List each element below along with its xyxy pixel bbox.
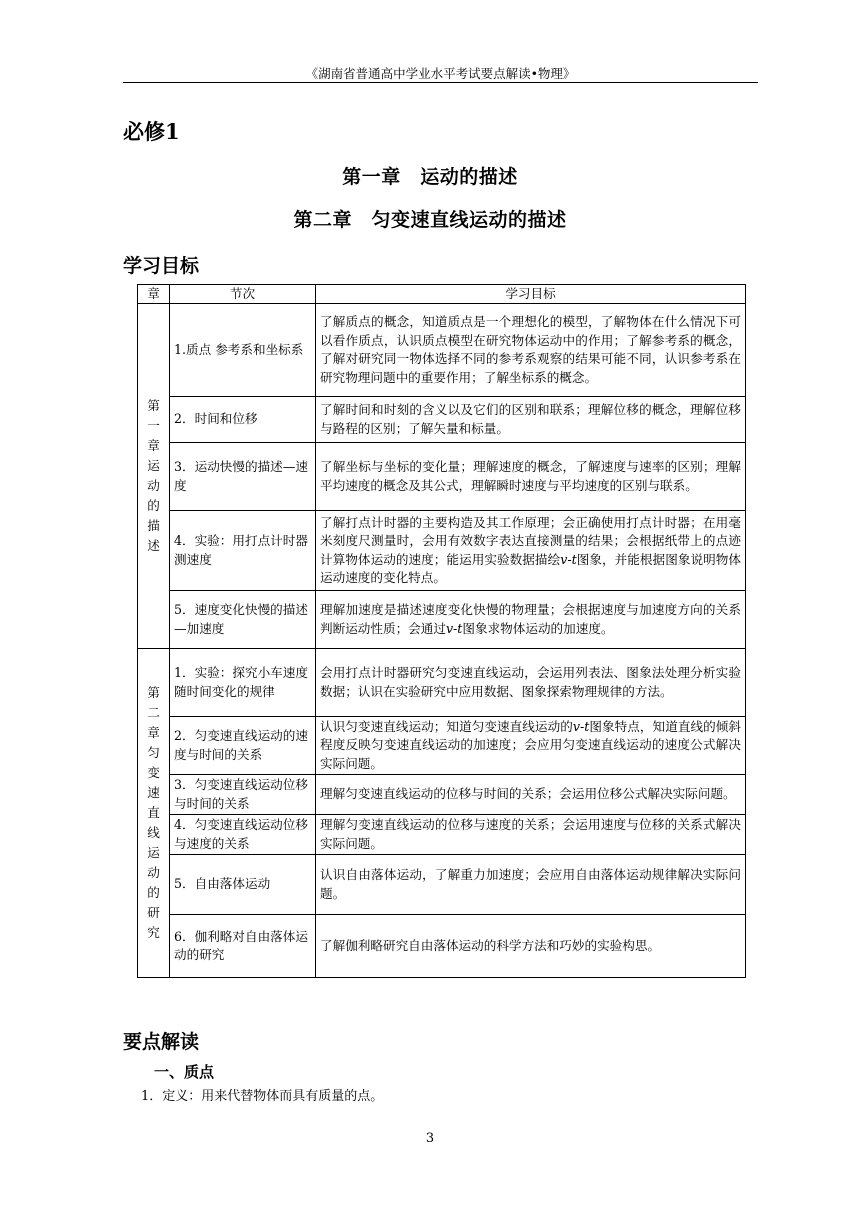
table-row	[138, 815, 746, 855]
goal-cell	[316, 717, 746, 775]
goal-cell: 理解匀变速直线运动的位移与时间的关系；会运用位移公式解决实际问题。	[316, 775, 746, 815]
vt-symbol: v-t	[560, 551, 577, 567]
table-row	[138, 717, 746, 775]
chapter-title-2: 第二章 匀变速直线运动的描述	[293, 209, 567, 231]
section-cell: 5．速度变化快慢的描述—加速度	[170, 591, 316, 649]
goal-text: 了解打点计时器的主要构造及其工作原理；会正确使用打点计时器；在用毫米刻度尺测量时，会用有效数字表达直接测量的结果；会根据纸带上的点迹计算物体运动的速度；能运用实验数据描绘	[320, 514, 741, 567]
table-row	[138, 511, 746, 591]
goals-heading: 学习目标	[123, 255, 200, 277]
goal-cell: 了解伽利略研究自由落体运动的科学方法和巧妙的实验构思。	[316, 915, 746, 978]
goal-text: 图象求物体运动的加速度。	[462, 620, 614, 636]
section-cell: 6．伽利略对自由落体运动的研究	[170, 915, 316, 978]
vt-symbol: v-t	[572, 718, 590, 734]
chapter-cell	[138, 649, 170, 978]
section-cell: 2．时间和位移	[170, 397, 316, 443]
goal-cell: 了解时间和时刻的含义以及它们的区别和联系；理解位移的概念，理解位移与路程的区别；了解矢量和标量。	[316, 397, 746, 443]
table-header-row	[138, 285, 746, 304]
section-cell: 3．匀变速直线运动位移与时间的关系	[170, 775, 316, 815]
subheading-particle: 一、质点	[154, 1063, 215, 1081]
goal-text: 认识匀变速直线运动；知道匀变速直线运动的	[320, 718, 573, 734]
header-cell-section: 节次	[170, 285, 316, 304]
section-cell: 4．匀变速直线运动位移与速度的关系	[170, 815, 316, 855]
key-points-heading: 要点解读	[123, 1031, 200, 1053]
section-cell: 1.质点 参考系和坐标系	[170, 304, 316, 397]
table-row	[138, 397, 746, 443]
table-row	[138, 591, 746, 649]
goal-cell: 了解质点的概念，知道质点是一个理想化的模型，了解物体在什么情况下可以看作质点，认识质点模型在研究物体运动中的作用；了解参考系的概念，了解对研究同一物体选择不同的参考系观察的结果可能不同，认识参考系在研究物理问题中的重要作用；了解坐标系的概念。	[316, 304, 746, 397]
header-cell-goal: 学习目标	[316, 285, 746, 304]
goal-cell	[316, 591, 746, 649]
goal-cell: 了解坐标与坐标的变化量；理解速度的概念，了解速度与速率的区别；理解平均速度的概念及其公式，理解瞬时速度与平均速度的区别与联系。	[316, 443, 746, 511]
header-rule	[123, 82, 758, 83]
chapter-label: 第一章运动的描述	[147, 398, 160, 553]
goal-cell: 会用打点计时器研究匀变速直线运动，会运用列表法、图象法处理分析实验数据；认识在实验研究中应用数据、图象探索物理规律的方法。	[316, 649, 746, 717]
section-cell: 3．运动快慢的描述—速度	[170, 443, 316, 511]
chapter-title-1: 第一章 运动的描述	[342, 166, 518, 188]
table-row	[138, 304, 746, 397]
vt-symbol: v-t	[445, 620, 463, 636]
goal-cell: 认识自由落体运动，了解重力加速度；会应用自由落体运动规律解决实际问题。	[316, 855, 746, 915]
chapter-cell	[138, 304, 170, 649]
table-row	[138, 855, 746, 915]
header-cell-chapter: 章	[138, 285, 170, 304]
table-row	[138, 649, 746, 717]
section-cell: 5．自由落体运动	[170, 855, 316, 915]
table-row	[138, 915, 746, 978]
learning-goals-table	[137, 284, 746, 978]
section-title: 必修1	[123, 119, 180, 144]
goal-text: 图象特点，知道直线的倾斜程度反映匀变速直线运动的加速度；会应用匀变速直线运动的速度公式解决实际问题。	[320, 718, 742, 771]
definition-paragraph: 1．定义：用来代替物体而具有质量的点。	[141, 1089, 384, 1104]
goal-text: 图象，并能根据图象说明物体运动速度的变化特点。	[320, 551, 742, 585]
goal-cell: 理解匀变速直线运动的位移与速度的关系；会运用速度与位移的关系式解决实际问题。	[316, 815, 746, 855]
goal-cell	[316, 511, 746, 591]
table-row	[138, 443, 746, 511]
chapter-label: 第二章匀变速直线运动的研究	[147, 685, 160, 940]
section-cell: 4．实验：用打点计时器测速度	[170, 511, 316, 591]
page-number: 3	[425, 1131, 435, 1146]
section-cell: 1．实验：探究小车速度随时间变化的规律	[170, 649, 316, 717]
table-row	[138, 775, 746, 815]
running-header: 《湖南省普通高中学业水平考试要点解读•物理》	[305, 66, 576, 81]
section-cell: 2．匀变速直线运动的速度与时间的关系	[170, 717, 316, 775]
goal-text: 理解加速度是描述速度变化快慢的物理量；会根据速度与加速度方向的关系判断运动性质；会通过	[320, 602, 741, 636]
